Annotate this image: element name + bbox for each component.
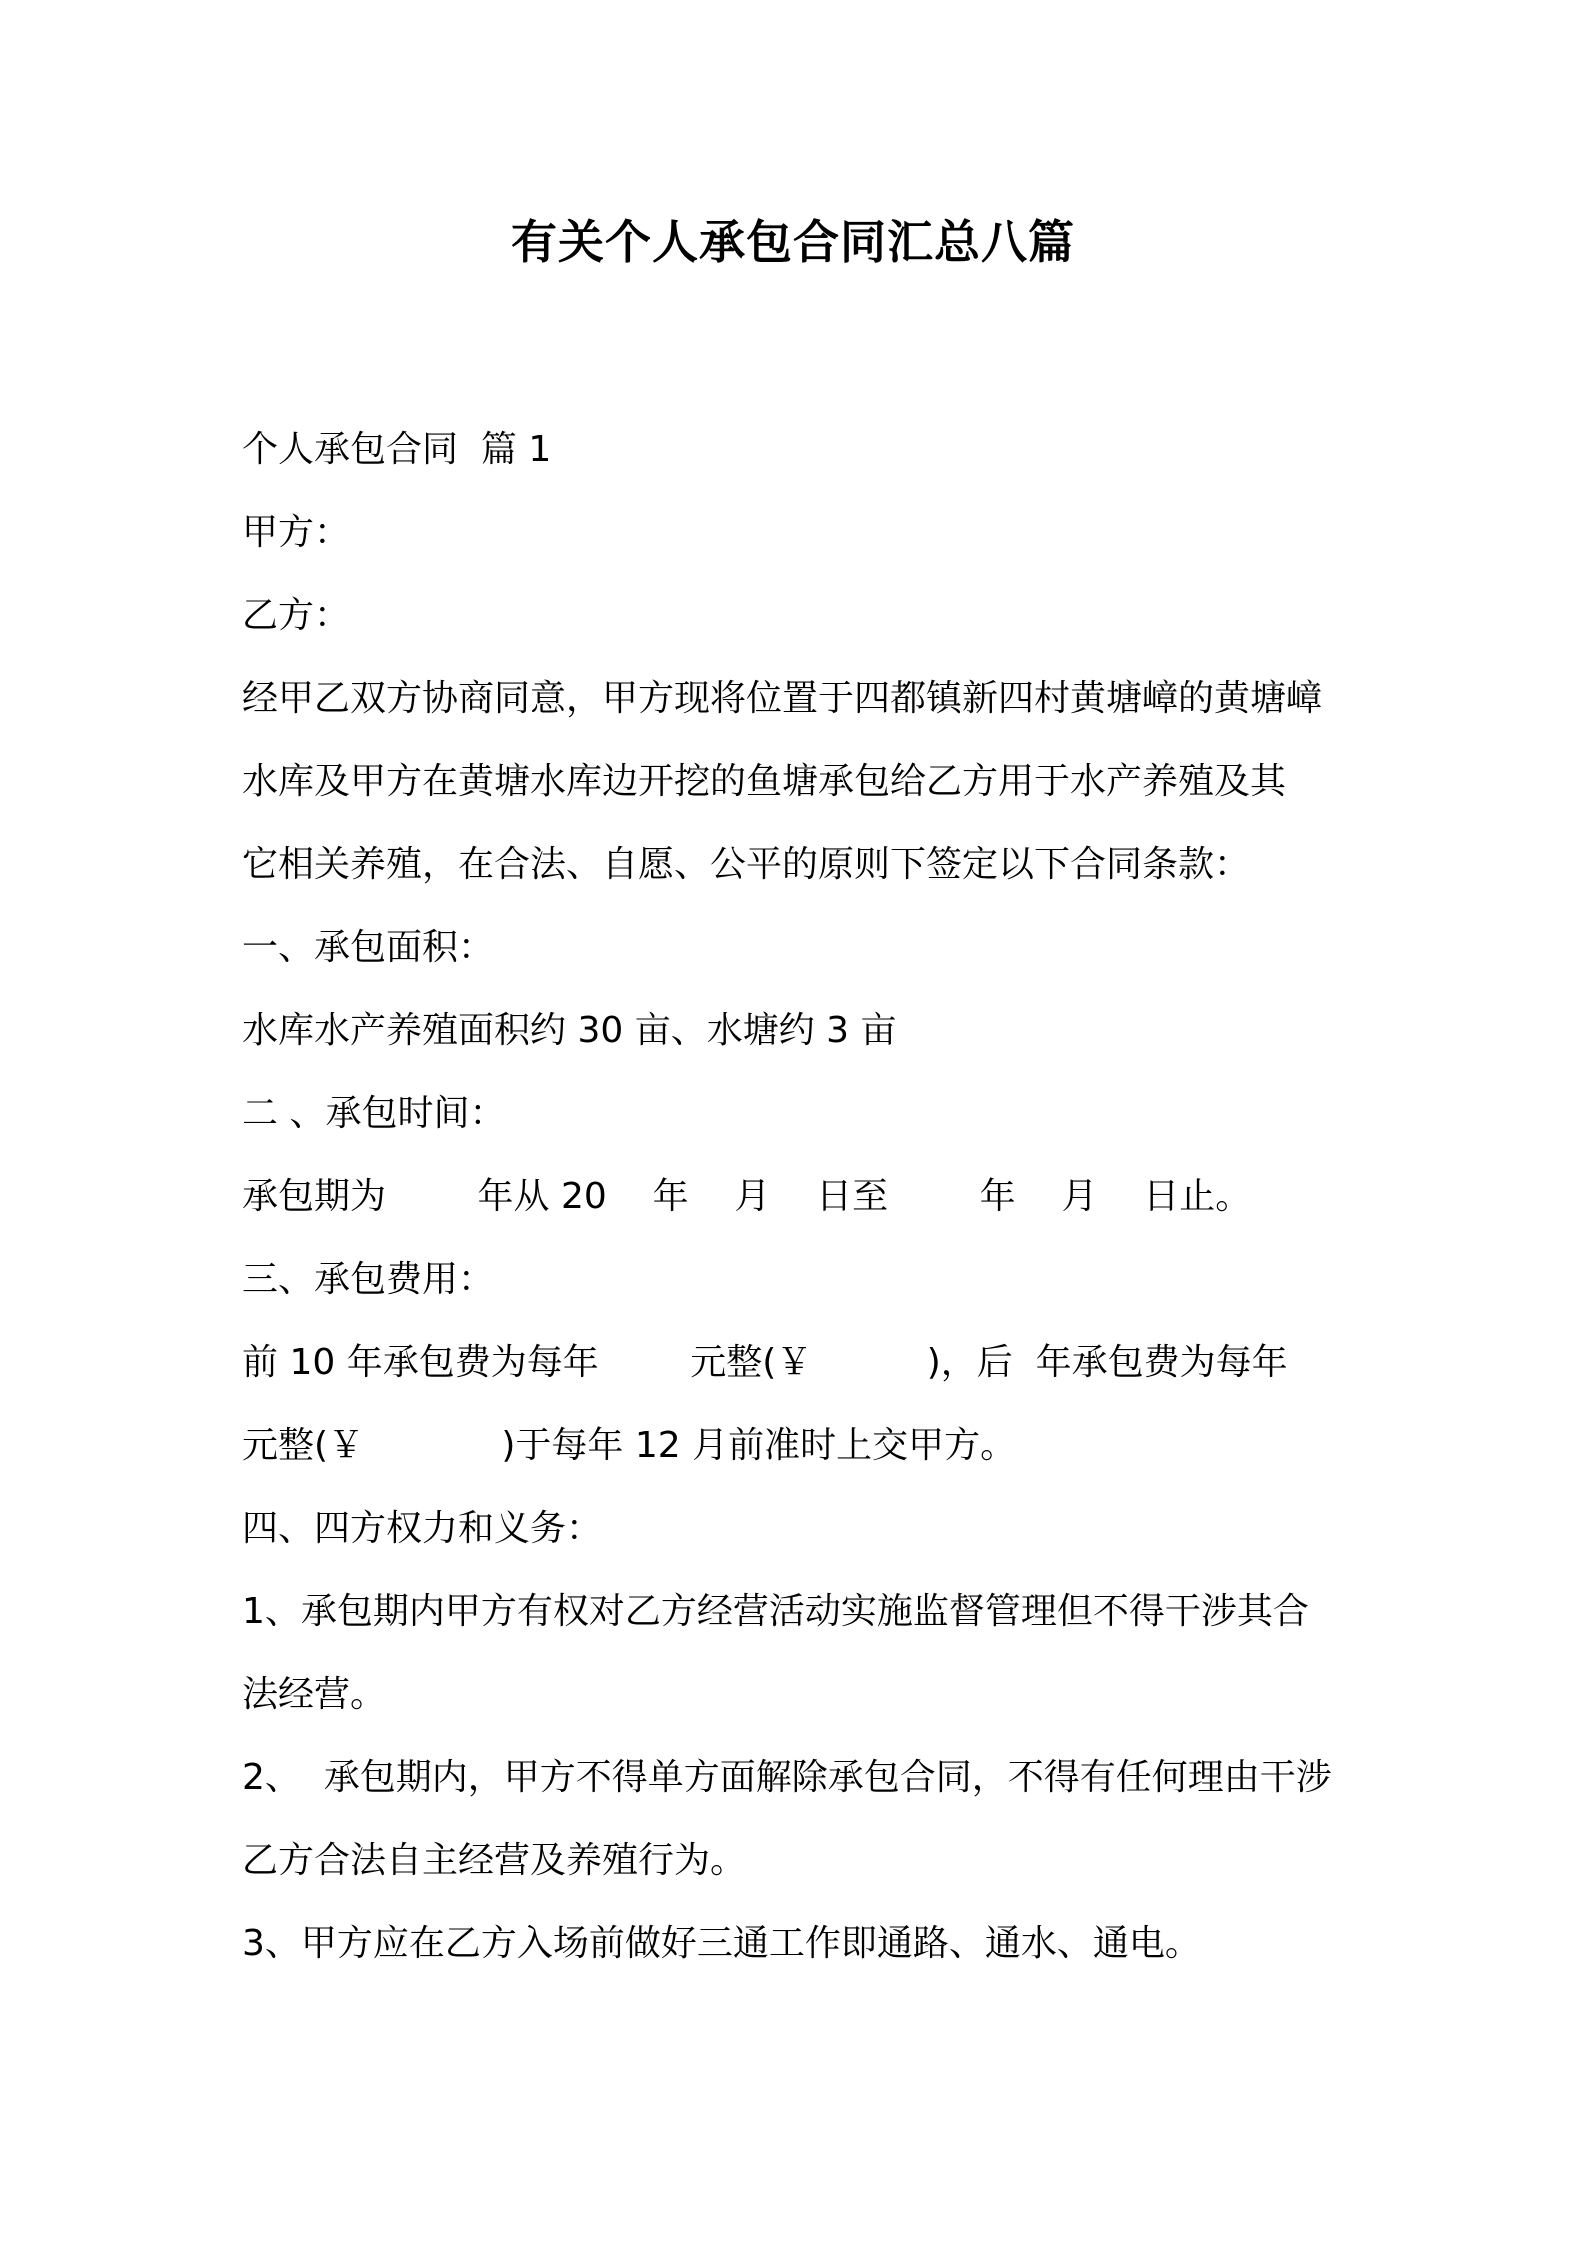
paragraph-line: 承包期为 年从 20 年 月 日至 年 月 日止。 (242, 1176, 1252, 1217)
paragraph-line: 它相关养殖，在合法、自愿、公平的原则下签定以下合同条款： (242, 844, 1251, 885)
paragraph-line: 前 10 年承包费为每年 元整(￥ )，后 年承包费为每年 (242, 1342, 1288, 1383)
paragraph-line: 经甲乙双方协商同意，甲方现将位置于四都镇新四村黄塘嶂的黄塘嶂 (242, 678, 1323, 719)
paragraph-line: 水库及甲方在黄塘水库边开挖的鱼塘承包给乙方用于水产养殖及其 (242, 761, 1287, 802)
paragraph-line: 2、 承包期内，甲方不得单方面解除承包合同，不得有任何理由干涉 (242, 1757, 1332, 1798)
party-b-label: 乙方： (242, 595, 351, 636)
paragraph-line: 元整(￥ )于每年 12 月前准时上交甲方。 (242, 1425, 1017, 1466)
paragraph-line: 乙方合法自主经营及养殖行为。 (242, 1840, 747, 1881)
paragraph-line: 法经营。 (242, 1674, 387, 1715)
clause-heading: 二 、承包时间： (242, 1093, 506, 1134)
clause-heading: 三、承包费用： (242, 1259, 495, 1300)
clause-heading: 四、四方权力和义务： (242, 1508, 603, 1549)
document-title: 有关个人承包合同汇总八篇 (511, 215, 1075, 269)
document-body (242, 408, 1352, 1985)
paragraph-line: 水库水产养殖面积约 30 亩、水塘约 3 亩 (242, 1010, 897, 1051)
paragraph-line: 1、承包期内甲方有权对乙方经营活动实施监督管理但不得干涉其合 (242, 1591, 1309, 1632)
section-heading: 个人承包合同 篇 1 (242, 429, 552, 470)
clause-heading: 一、承包面积： (242, 927, 495, 968)
party-a-label: 甲方： (242, 512, 351, 553)
paragraph-line: 3、甲方应在乙方入场前做好三通工作即通路、通水、通电。 (242, 1923, 1201, 1964)
